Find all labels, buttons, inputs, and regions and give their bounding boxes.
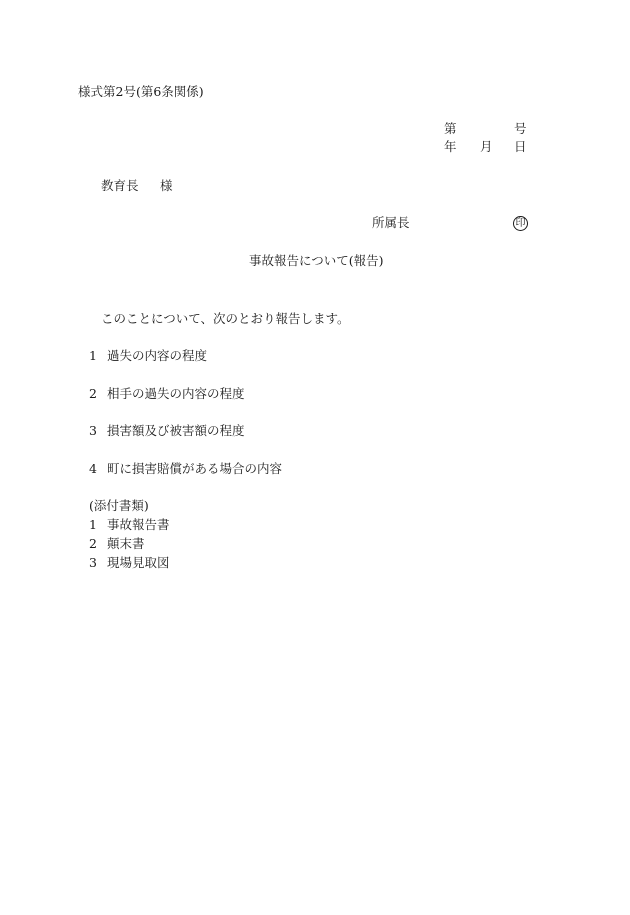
- item-number: 2: [89, 386, 97, 401]
- date-month: 月: [480, 139, 493, 154]
- attachment-text: 現場見取図: [107, 555, 170, 570]
- item-number: 1: [89, 348, 97, 363]
- attachment-number: 2: [89, 536, 97, 551]
- item-text: 町に損害賠償がある場合の内容: [107, 461, 283, 476]
- seal-char: 印: [515, 217, 526, 229]
- attachments-heading: (添付書類): [89, 498, 149, 513]
- date-year: 年: [444, 139, 457, 154]
- document-number-prefix: 第: [444, 121, 457, 136]
- item-number: 4: [89, 461, 97, 476]
- addressee-honorific: 様: [160, 178, 173, 193]
- sender-title: 所属長: [372, 215, 410, 230]
- attachment-text: 事故報告書: [107, 517, 170, 532]
- intro-paragraph: このことについて、次のとおり報告します。: [101, 311, 350, 326]
- subject-title: 事故報告について(報告): [249, 253, 384, 268]
- addressee-title: 教育長: [101, 178, 139, 193]
- item-text: 損害額及び被害額の程度: [107, 423, 245, 438]
- item-text: 相手の過失の内容の程度: [107, 386, 245, 401]
- item-text: 過失の内容の程度: [107, 348, 208, 363]
- attachment-text: 顛末書: [107, 536, 145, 551]
- attachment-number: 3: [89, 555, 97, 570]
- item-number: 3: [89, 423, 97, 438]
- seal-mark: [513, 216, 528, 231]
- document-number-suffix: 号: [514, 121, 527, 136]
- attachment-number: 1: [89, 517, 97, 532]
- date-day: 日: [514, 139, 527, 154]
- form-number: 様式第2号(第6条関係): [78, 84, 204, 99]
